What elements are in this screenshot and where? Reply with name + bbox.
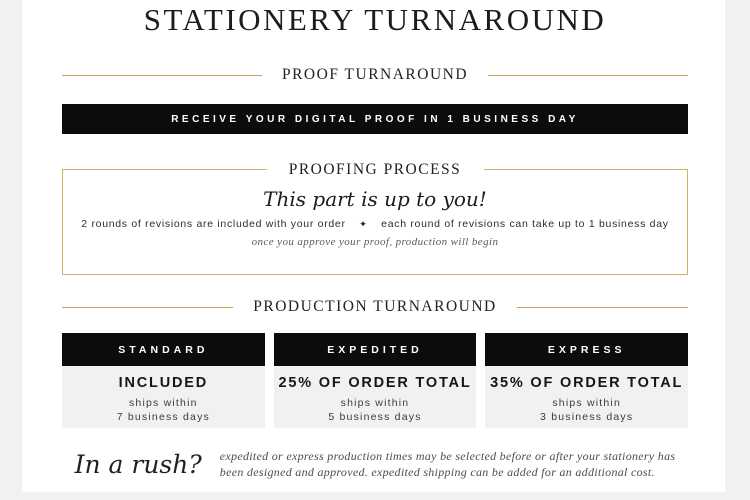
proof-banner-text: RECEIVE YOUR DIGITAL PROOF IN 1 BUSINESS DAY <box>171 113 579 125</box>
option-standard-header <box>62 333 265 366</box>
diamond-icon: ✦ <box>359 219 368 229</box>
gold-rule-left <box>62 75 262 76</box>
option-expedited-header <box>274 333 477 366</box>
option-express-shipping: ships within 3 business days <box>540 397 634 423</box>
option-standard-price: INCLUDED <box>118 375 208 391</box>
revisions-line <box>63 218 687 230</box>
option-standard-body <box>62 366 265 428</box>
rush-note <box>62 448 688 480</box>
option-expedited-price: 25% OF ORDER TOTAL <box>278 375 472 391</box>
rush-note-line1: expedited or express production times may be selected before or after your stationery has <box>219 449 676 463</box>
option-express-name: EXPRESS <box>547 343 626 356</box>
gold-rule-right <box>488 75 688 76</box>
production-turnaround-heading-label: PRODUCTION TURNAROUND <box>253 298 497 315</box>
proof-turnaround-heading-label: PROOF TURNAROUND <box>281 66 469 83</box>
page-title: STATIONERY TURNAROUND <box>143 2 607 37</box>
option-standard <box>62 333 265 428</box>
option-express-header <box>485 333 688 366</box>
revisions-text-right: each round of revisions can take up to 1 business day <box>381 218 669 230</box>
proofing-process-box <box>62 161 688 275</box>
proofing-process-heading: PROOFING PROCESS <box>267 161 484 179</box>
proof-turnaround-heading <box>62 66 688 84</box>
option-standard-name: STANDARD <box>118 343 209 356</box>
gold-rule-left <box>62 307 233 308</box>
option-expedited-name: EXPEDITED <box>327 343 423 356</box>
option-expedited <box>274 333 477 428</box>
rush-script-label: In a rush? <box>74 449 202 479</box>
gold-rule-right <box>517 307 688 308</box>
option-standard-shipping: ships within 7 business days <box>116 397 210 423</box>
stationery-turnaround-card <box>22 0 725 492</box>
rush-note-text <box>220 448 676 480</box>
proofing-script-note: This part is up to you! <box>263 187 487 211</box>
option-expedited-shipping: ships within 5 business days <box>328 397 422 423</box>
rush-note-line2: been designed and approved. expedited shipping can be added for an additional cost. <box>219 465 655 479</box>
proofing-footnote: once you approve your proof, production will begin <box>251 236 499 248</box>
option-expedited-body <box>274 366 477 428</box>
option-express <box>485 333 688 428</box>
revisions-text-left: 2 rounds of revisions are included with your order <box>81 218 346 230</box>
production-options-row <box>62 333 688 428</box>
option-express-price: 35% OF ORDER TOTAL <box>490 375 684 391</box>
proof-banner <box>62 104 688 134</box>
production-turnaround-heading <box>62 298 688 316</box>
option-express-body <box>485 366 688 428</box>
